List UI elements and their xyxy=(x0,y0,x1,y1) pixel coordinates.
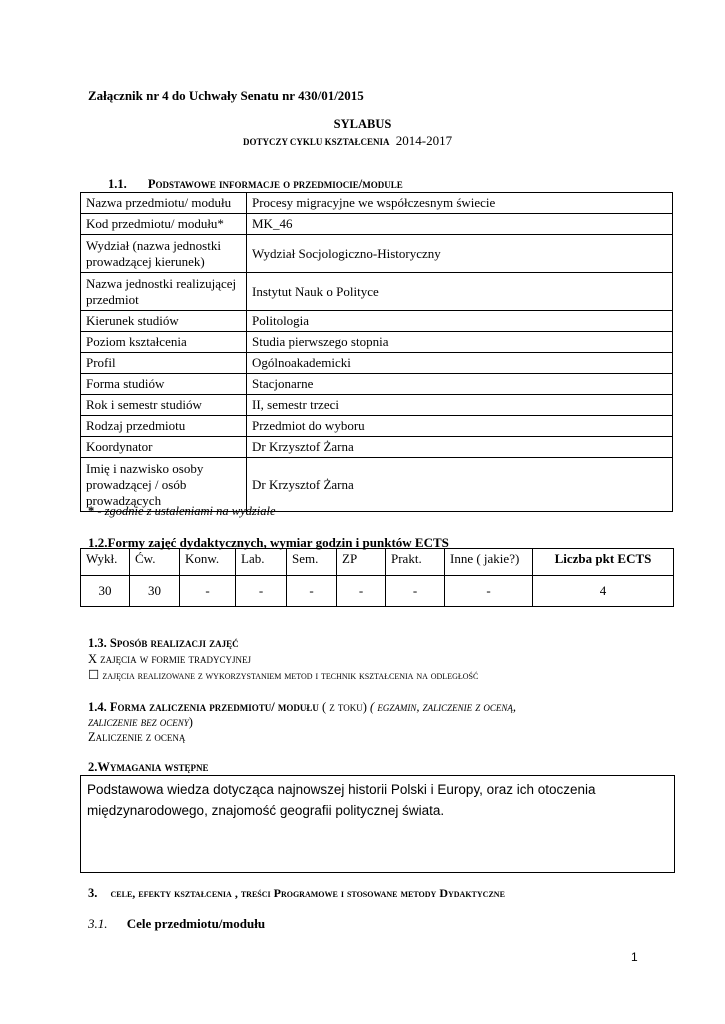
forms-value-cell: 30 xyxy=(130,576,180,607)
section-3-1-title: Cele przedmiotu/modułu xyxy=(126,916,266,931)
info-row xyxy=(81,214,673,235)
option-traditional-label: zajęcia w formie tradycyjnej xyxy=(100,652,252,666)
option-remote-label: zajęcia realizowane z wykorzystaniem metod i technik kształcenia na odległość xyxy=(102,670,479,682)
forms-values-row xyxy=(81,576,674,607)
section-1-4-paren1: ( z toku) xyxy=(322,700,367,714)
section-2-title: 2.Wymagania wstępne xyxy=(88,760,209,774)
section-1-4-paren-close: ) xyxy=(188,715,193,729)
info-value: Dr Krzysztof Żarna xyxy=(247,458,673,512)
checkbox-icon: ☐ xyxy=(88,668,100,682)
info-row xyxy=(81,395,673,416)
forms-header-cell: Inne ( jakie?) xyxy=(445,549,533,576)
footnote xyxy=(88,504,276,519)
forms-value-cell: - xyxy=(386,576,445,607)
info-value: Dr Krzysztof Żarna xyxy=(247,437,673,458)
info-label: Kod przedmiotu/ modułu* xyxy=(81,214,247,235)
info-label: Wydział (nazwa jednostki prowadzącej kierunek) xyxy=(81,235,247,273)
info-label: Rodzaj przedmiotu xyxy=(81,416,247,437)
forms-header-cell: Ćw. xyxy=(130,549,180,576)
info-row xyxy=(81,273,673,311)
section-1-3-heading xyxy=(88,636,239,651)
section-1-1-heading xyxy=(108,177,403,192)
section-1-3-title: 1.3. Sposób realizacji zajęć xyxy=(88,636,239,650)
forms-header-cell: Konw. xyxy=(180,549,236,576)
info-row xyxy=(81,416,673,437)
selected-mark: X xyxy=(88,652,98,666)
info-row xyxy=(81,437,673,458)
delivery-option-remote xyxy=(88,667,478,683)
info-row xyxy=(81,353,673,374)
info-value: Przedmiot do wyboru xyxy=(247,416,673,437)
assessment-form: Zaliczenie z oceną xyxy=(88,730,186,744)
forms-value-cell: - xyxy=(180,576,236,607)
forms-value-cell: - xyxy=(287,576,337,607)
info-row xyxy=(81,311,673,332)
info-label: Rok i semestr studiów xyxy=(81,395,247,416)
section-3-1-number: 3.1. xyxy=(88,916,108,931)
document-title: SYLABUS xyxy=(333,117,392,131)
delivery-option-traditional xyxy=(88,652,251,667)
section-1-4-paren2-cont: zaliczenie bez oceny xyxy=(88,715,189,729)
section-3-title: cele, efekty kształcenia , treści Programowe i stosowane metody Dydaktyczne xyxy=(110,886,505,900)
forms-value-cell: 30 xyxy=(81,576,130,607)
section-3-number: 3. xyxy=(88,886,98,900)
info-value: Instytut Nauk o Polityce xyxy=(247,273,673,311)
forms-value-cell: - xyxy=(445,576,533,607)
section-1-2-heading: 1.2.Formy zajęć dydaktycznych, wymiar godzin i punktów ECTS xyxy=(88,535,449,550)
cycle-line xyxy=(243,133,452,149)
forms-header-cell: Lab. xyxy=(236,549,287,576)
section-1-4-heading xyxy=(88,700,648,745)
info-label: Koordynator xyxy=(81,437,247,458)
info-row xyxy=(81,374,673,395)
section-2-heading xyxy=(88,760,209,775)
forms-header-row xyxy=(81,549,674,576)
info-row xyxy=(81,332,673,353)
info-value: Stacjonarne xyxy=(247,374,673,395)
info-label: Nazwa przedmiotu/ modułu xyxy=(81,193,247,214)
basic-info-table xyxy=(80,192,673,512)
info-value: Politologia xyxy=(247,311,673,332)
info-value: Procesy migracyjne we współczesnym świecie xyxy=(247,193,673,214)
info-row xyxy=(81,235,673,273)
teaching-forms-table xyxy=(80,548,674,607)
forms-header-cell: Liczba pkt ECTS xyxy=(533,549,674,576)
info-value: II, semestr trzeci xyxy=(247,395,673,416)
forms-header-cell: Wykł. xyxy=(81,549,130,576)
forms-header-cell: Sem. xyxy=(287,549,337,576)
footnote-mark: * - xyxy=(88,504,102,518)
section-1-4-title: 1.4. Forma zaliczenia przedmiotu/ modułu xyxy=(88,700,319,714)
page-number: 1 xyxy=(631,950,638,964)
section-1-1-title: Podstawowe informacje o przedmiocie/module xyxy=(147,177,403,191)
info-label: Nazwa jednostki realizującej przedmiot xyxy=(81,273,247,311)
info-label: Forma studiów xyxy=(81,374,247,395)
section-3-heading xyxy=(88,886,505,901)
attachment-note: Załącznik nr 4 do Uchwały Senatu nr 430/01/2015 xyxy=(88,88,364,103)
info-label: Kierunek studiów xyxy=(81,311,247,332)
info-label: Profil xyxy=(81,353,247,374)
forms-header-cell: ZP xyxy=(337,549,386,576)
info-label: Imię i nazwisko osoby prowadzącej / osób prowadzących xyxy=(81,458,247,512)
forms-value-cell: - xyxy=(337,576,386,607)
section-3-1-heading xyxy=(88,916,265,932)
info-value: MK_46 xyxy=(247,214,673,235)
forms-header-cell: Prakt. xyxy=(386,549,445,576)
section-1-4-paren2: ( egzamin, zaliczenie z oceną, xyxy=(370,700,516,714)
prerequisites-box: Podstawowa wiedza dotycząca najnowszej historii Polski i Europy, oraz ich otoczenia międzynarodowego, znajomość geografii politycznej świata. xyxy=(80,775,675,873)
info-row xyxy=(81,193,673,214)
info-value: Wydział Socjologiczno-Historyczny xyxy=(247,235,673,273)
forms-value-cell: 4 xyxy=(533,576,674,607)
cycle-years: 2014-2017 xyxy=(395,133,453,148)
info-value: Ogólnoakademicki xyxy=(247,353,673,374)
footnote-text: zgodnie z ustaleniami na wydziale xyxy=(104,504,276,518)
forms-value-cell: - xyxy=(236,576,287,607)
section-1-1-number: 1.1. xyxy=(108,177,127,191)
cycle-label: DOTYCZY CYKLU KSZTAŁCENIA xyxy=(243,137,390,147)
info-value: Studia pierwszego stopnia xyxy=(247,332,673,353)
info-label: Poziom kształcenia xyxy=(81,332,247,353)
